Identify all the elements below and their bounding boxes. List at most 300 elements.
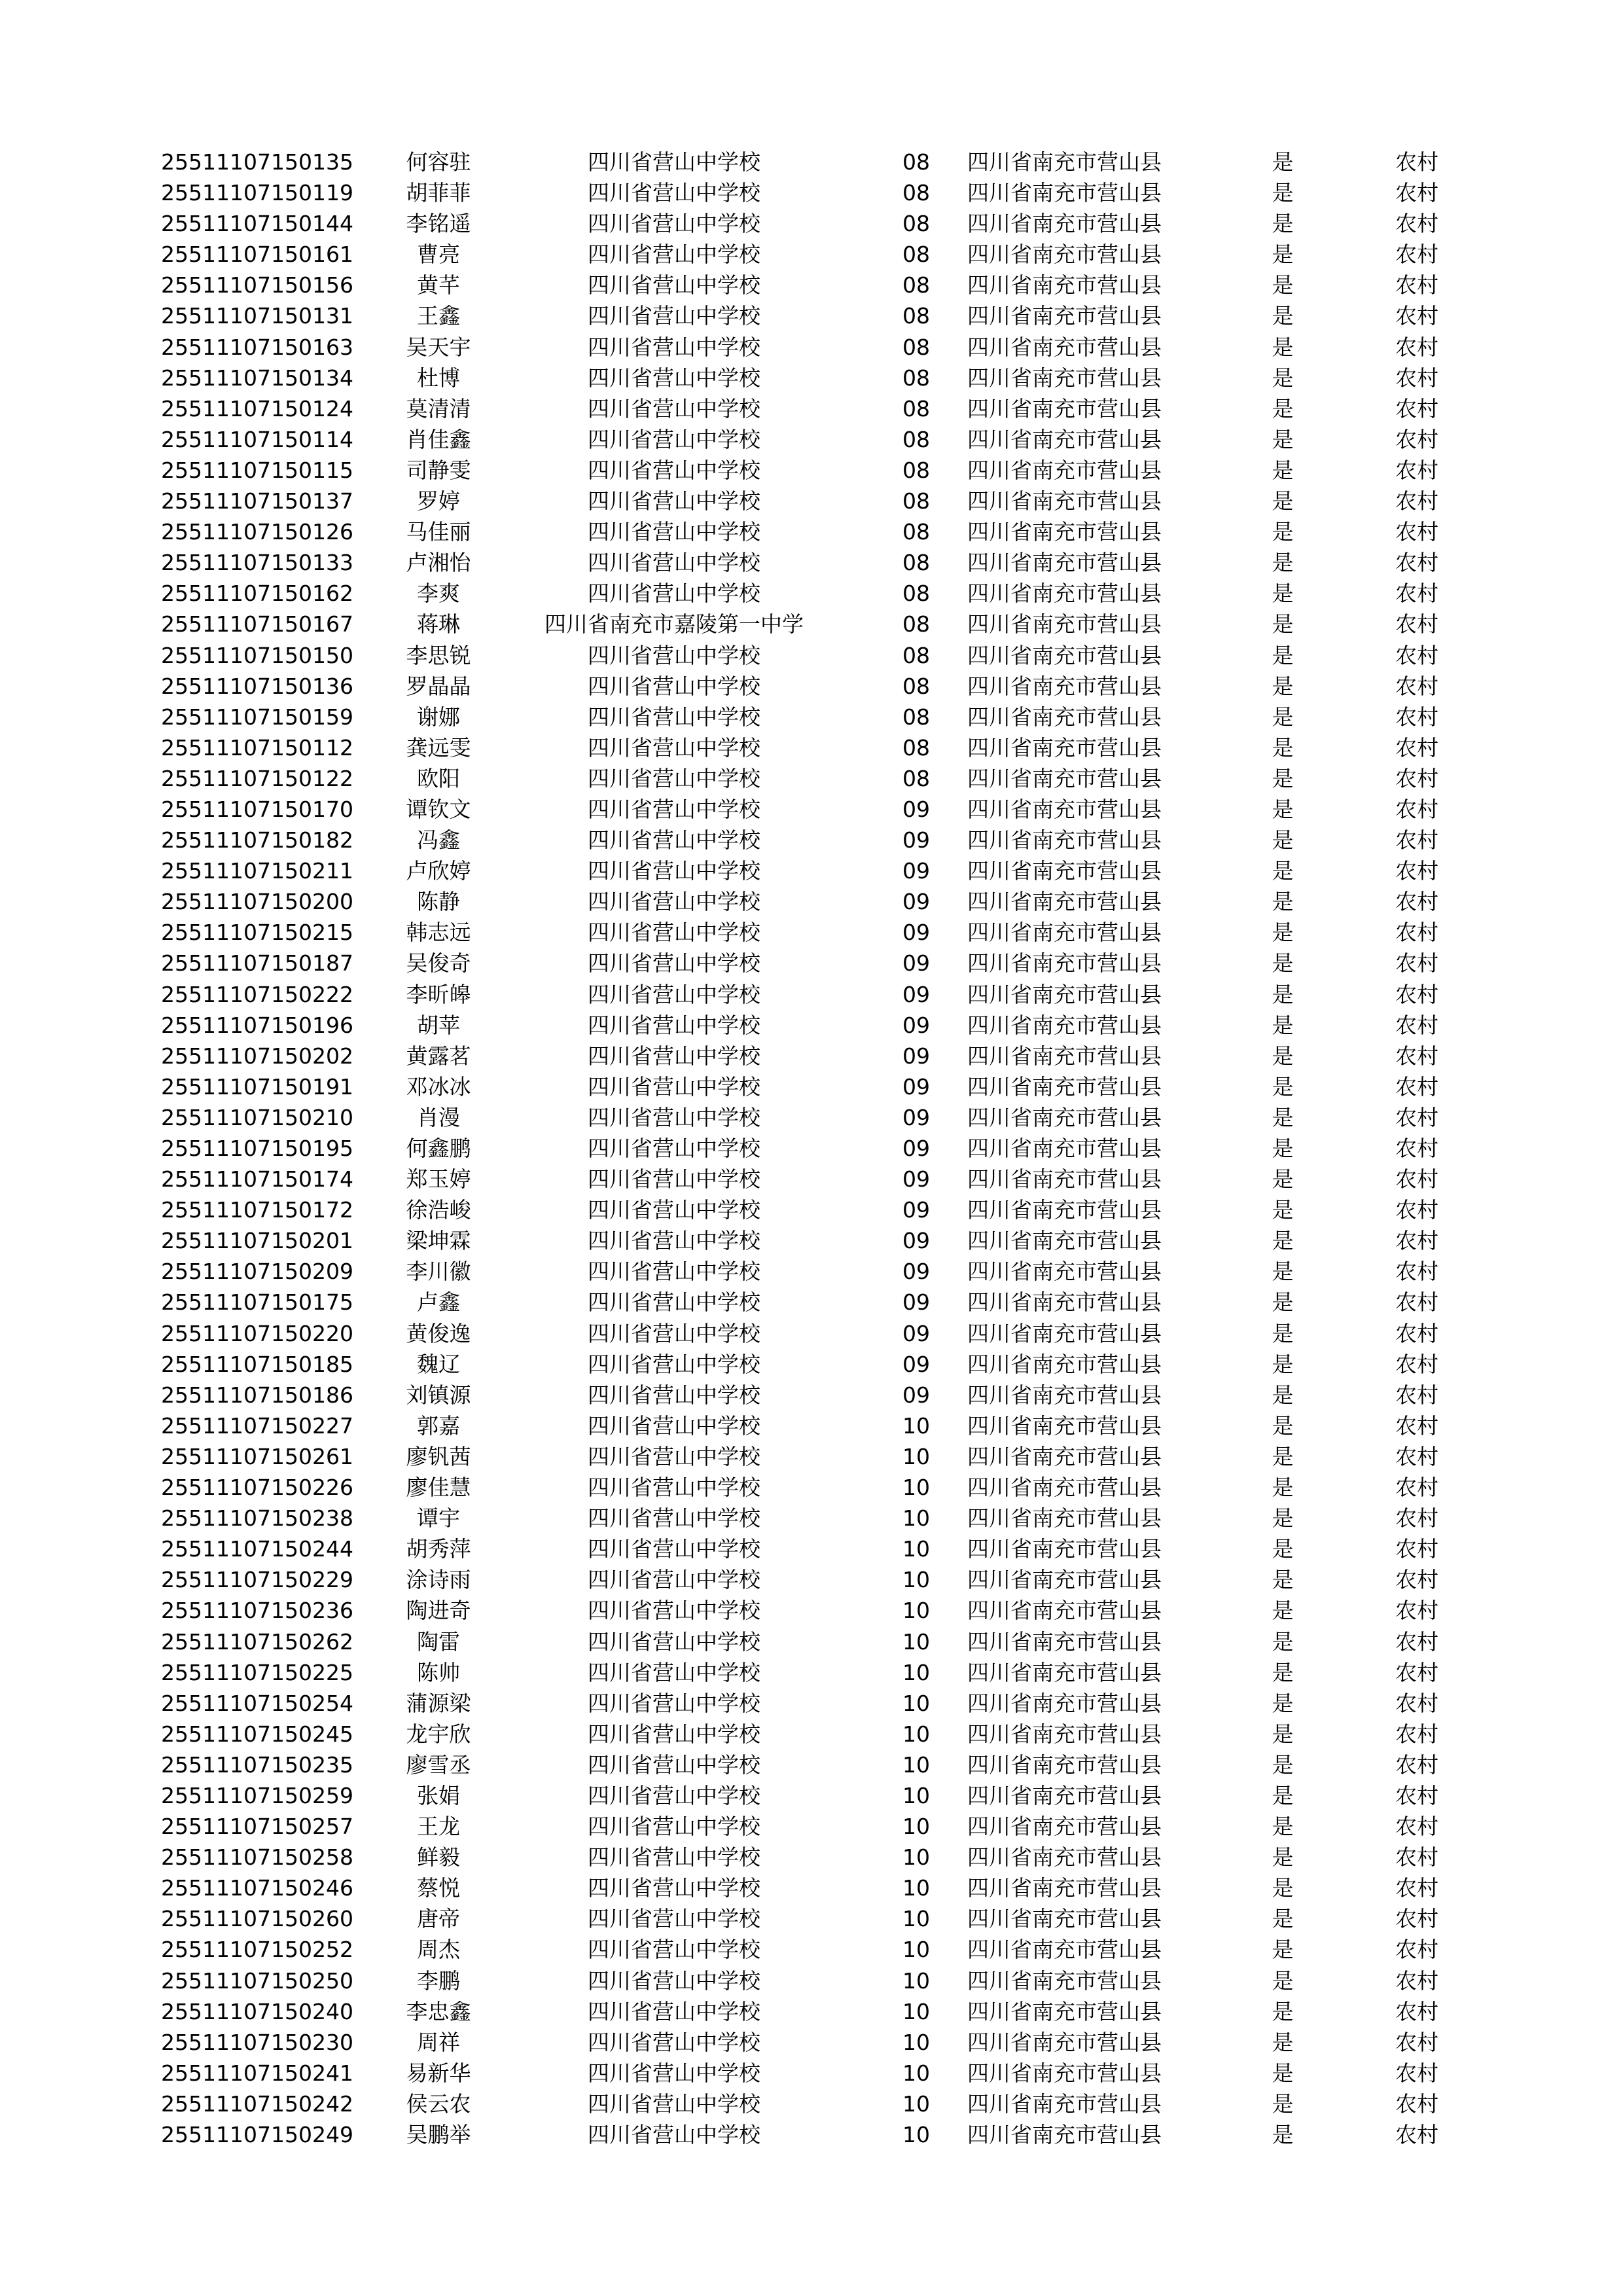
student-name: 肖漫 [417,1104,460,1130]
class-number: 08 [902,365,930,391]
student-id: 25511107150150 [161,642,353,668]
eligibility-flag: 是 [1272,704,1294,730]
residence-type: 农村 [1395,642,1438,668]
home-address: 四川省南充市营山县 [967,704,1162,730]
eligibility-flag: 是 [1272,149,1294,175]
eligibility-flag: 是 [1272,642,1294,668]
eligibility-flag: 是 [1272,2060,1294,2086]
eligibility-flag: 是 [1272,1536,1294,1562]
school-name: 四川省营山中学校 [588,1937,760,1963]
school-name: 四川省南充市嘉陵第一中学 [544,611,804,637]
residence-type: 农村 [1395,1073,1438,1100]
class-number: 10 [902,1412,930,1439]
student-name: 郑玉婷 [406,1166,471,1193]
student-name: 黄露茗 [406,1043,471,1069]
table-row [0,332,1623,363]
school-name: 四川省营山中学校 [588,1875,760,1901]
class-number: 10 [902,1628,930,1655]
table-row [0,547,1623,578]
residence-type: 农村 [1395,426,1438,452]
residence-type: 农村 [1395,149,1438,175]
student-name: 邓冰冰 [406,1073,471,1100]
class-number: 08 [902,426,930,452]
class-number: 08 [902,334,930,360]
table-row [0,2089,1623,2119]
home-address: 四川省南充市营山县 [967,1721,1162,1747]
table-row [0,578,1623,609]
eligibility-flag: 是 [1272,673,1294,699]
student-id: 25511107150163 [161,334,353,360]
student-id: 25511107150175 [161,1289,353,1316]
student-name: 易新华 [406,2060,471,2086]
student-id: 25511107150122 [161,765,353,791]
table-row [0,1287,1623,1318]
student-id: 25511107150209 [161,1259,353,1285]
eligibility-flag: 是 [1272,1567,1294,1593]
residence-type: 农村 [1395,365,1438,391]
eligibility-flag: 是 [1272,889,1294,915]
table-row [0,609,1623,639]
student-name: 吴俊奇 [406,950,471,977]
residence-type: 农村 [1395,1906,1438,1932]
home-address: 四川省南充市营山县 [967,1289,1162,1316]
home-address: 四川省南充市营山县 [967,1320,1162,1346]
student-id: 25511107150210 [161,1104,353,1130]
student-id: 25511107150195 [161,1136,353,1161]
residence-type: 农村 [1395,1782,1438,1808]
school-name: 四川省营山中学校 [588,334,760,360]
residence-type: 农村 [1395,303,1438,329]
table-row [0,363,1623,393]
school-name: 四川省营山中学校 [588,734,760,761]
table-row [0,177,1623,208]
table-row [0,2119,1623,2150]
home-address: 四川省南充市营山县 [967,1875,1162,1901]
eligibility-flag: 是 [1272,1598,1294,1624]
student-id: 25511107150227 [161,1412,353,1439]
class-number: 10 [902,1782,930,1808]
student-id: 25511107150244 [161,1536,353,1562]
eligibility-flag: 是 [1272,1351,1294,1377]
home-address: 四川省南充市营山县 [967,550,1162,576]
class-number: 10 [902,1721,930,1747]
table-row [0,1780,1623,1811]
table-row [0,917,1623,948]
school-name: 四川省营山中学校 [588,180,760,206]
table-row [0,1688,1623,1719]
eligibility-flag: 是 [1272,365,1294,391]
eligibility-flag: 是 [1272,334,1294,360]
table-row [0,1133,1623,1164]
eligibility-flag: 是 [1272,1289,1294,1316]
eligibility-flag: 是 [1272,1166,1294,1193]
eligibility-flag: 是 [1272,2090,1294,2117]
student-id: 25511107150137 [161,488,353,514]
student-id: 25511107150222 [161,981,353,1007]
student-name: 吴鹏举 [406,2122,471,2147]
table-row [0,1965,1623,1996]
class-number: 10 [902,1937,930,1963]
school-name: 四川省营山中学校 [588,1443,760,1469]
table-row [0,1719,1623,1749]
residence-type: 农村 [1395,920,1438,946]
class-number: 09 [902,1166,930,1193]
student-name: 梁坤霖 [406,1228,471,1254]
eligibility-flag: 是 [1272,981,1294,1007]
student-name: 龙宇欣 [406,1721,471,1747]
residence-type: 农村 [1395,272,1438,298]
table-row [0,640,1623,671]
eligibility-flag: 是 [1272,1259,1294,1285]
student-name: 鲜毅 [417,1844,460,1871]
student-name: 李铭遥 [406,211,471,237]
eligibility-flag: 是 [1272,1012,1294,1038]
home-address: 四川省南充市营山县 [967,1906,1162,1932]
class-number: 10 [902,2122,930,2147]
school-name: 四川省营山中学校 [588,1043,760,1069]
home-address: 四川省南充市营山县 [967,1967,1162,1994]
eligibility-flag: 是 [1272,1228,1294,1254]
eligibility-flag: 是 [1272,611,1294,637]
eligibility-flag: 是 [1272,1814,1294,1840]
student-id: 25511107150257 [161,1814,353,1840]
class-number: 08 [902,673,930,699]
student-id: 25511107150161 [161,242,353,268]
residence-type: 农村 [1395,1505,1438,1532]
class-number: 08 [902,581,930,607]
student-name: 蔡悦 [417,1875,460,1901]
eligibility-flag: 是 [1272,1197,1294,1223]
residence-type: 农村 [1395,1289,1438,1316]
eligibility-flag: 是 [1272,1721,1294,1747]
home-address: 四川省南充市营山县 [967,581,1162,607]
student-name: 莫清清 [406,395,471,422]
table-row [0,1503,1623,1534]
class-number: 10 [902,1567,930,1593]
class-number: 08 [902,642,930,668]
student-id: 25511107150156 [161,272,353,298]
table-row [0,393,1623,424]
class-number: 10 [902,1475,930,1501]
school-name: 四川省营山中学校 [588,1967,760,1994]
class-number: 10 [902,1998,930,2024]
student-id: 25511107150202 [161,1043,353,1069]
student-name: 侯云农 [406,2090,471,2117]
class-number: 09 [902,796,930,822]
table-row [0,1071,1623,1102]
school-name: 四川省营山中学校 [588,1505,760,1532]
student-name: 卢湘怡 [406,550,471,576]
class-number: 10 [902,1751,930,1778]
eligibility-flag: 是 [1272,796,1294,822]
table-row [0,1349,1623,1380]
residence-type: 农村 [1395,2060,1438,2086]
class-number: 09 [902,1043,930,1069]
eligibility-flag: 是 [1272,734,1294,761]
eligibility-flag: 是 [1272,426,1294,452]
school-name: 四川省营山中学校 [588,457,760,483]
school-name: 四川省营山中学校 [588,1628,760,1655]
eligibility-flag: 是 [1272,920,1294,946]
eligibility-flag: 是 [1272,488,1294,514]
residence-type: 农村 [1395,765,1438,791]
student-name: 罗婷 [417,488,460,514]
eligibility-flag: 是 [1272,1475,1294,1501]
student-name: 谭宇 [417,1505,460,1532]
class-number: 10 [902,1659,930,1685]
eligibility-flag: 是 [1272,827,1294,853]
table-row [0,1410,1623,1441]
class-number: 08 [902,704,930,730]
student-name: 李川徽 [406,1259,471,1285]
class-number: 10 [902,2029,930,2055]
home-address: 四川省南充市营山县 [967,765,1162,791]
residence-type: 农村 [1395,1043,1438,1069]
table-row [0,1996,1623,2027]
student-id: 25511107150131 [161,303,353,329]
eligibility-flag: 是 [1272,1043,1294,1069]
student-name: 司静雯 [406,457,471,483]
home-address: 四川省南充市营山县 [967,1475,1162,1501]
student-name: 卢欣婷 [406,858,471,884]
student-name: 蒲源梁 [406,1690,471,1716]
residence-type: 农村 [1395,1197,1438,1223]
eligibility-flag: 是 [1272,1412,1294,1439]
home-address: 四川省南充市营山县 [967,2122,1162,2147]
table-row [0,516,1623,547]
home-address: 四川省南充市营山县 [967,734,1162,761]
student-id: 25511107150249 [161,2122,353,2147]
student-id: 25511107150136 [161,673,353,699]
table-row [0,732,1623,763]
residence-type: 农村 [1395,981,1438,1007]
student-name: 郭嘉 [417,1412,460,1439]
home-address: 四川省南充市营山县 [967,1998,1162,2024]
student-id: 25511107150187 [161,950,353,977]
home-address: 四川省南充市营山县 [967,1073,1162,1100]
eligibility-flag: 是 [1272,2122,1294,2147]
school-name: 四川省营山中学校 [588,1259,760,1285]
table-row [0,1102,1623,1133]
student-name: 张娟 [417,1782,460,1808]
residence-type: 农村 [1395,1443,1438,1469]
residence-type: 农村 [1395,1536,1438,1562]
table-row [0,979,1623,1010]
school-name: 四川省营山中学校 [588,1166,760,1193]
eligibility-flag: 是 [1272,1382,1294,1408]
school-name: 四川省营山中学校 [588,1104,760,1130]
student-id: 25511107150162 [161,581,353,607]
residence-type: 农村 [1395,550,1438,576]
residence-type: 农村 [1395,950,1438,977]
student-name: 肖佳鑫 [406,426,471,452]
residence-type: 农村 [1395,1967,1438,1994]
home-address: 四川省南充市营山县 [967,1259,1162,1285]
table-row [0,1380,1623,1410]
student-name: 谭钦文 [406,796,471,822]
student-name: 周祥 [417,2029,460,2055]
home-address: 四川省南充市营山县 [967,457,1162,483]
class-number: 10 [902,1505,930,1532]
student-name: 陶进奇 [406,1598,471,1624]
class-number: 09 [902,827,930,853]
class-number: 09 [902,1073,930,1100]
school-name: 四川省营山中学校 [588,519,760,545]
eligibility-flag: 是 [1272,1659,1294,1685]
eligibility-flag: 是 [1272,1443,1294,1469]
residence-type: 农村 [1395,734,1438,761]
student-name: 胡苹 [417,1012,460,1038]
table-row [0,455,1623,486]
table-row [0,270,1623,300]
student-name: 李昕皞 [406,981,471,1007]
home-address: 四川省南充市营山县 [967,149,1162,175]
school-name: 四川省营山中学校 [588,673,760,699]
student-id: 25511107150196 [161,1012,353,1038]
home-address: 四川省南充市营山县 [967,1937,1162,1963]
school-name: 四川省营山中学校 [588,242,760,268]
student-id: 25511107150226 [161,1475,353,1501]
student-name: 徐浩峻 [406,1197,471,1223]
residence-type: 农村 [1395,1228,1438,1254]
class-number: 09 [902,920,930,946]
student-name: 胡秀萍 [406,1536,471,1562]
student-id: 25511107150211 [161,858,353,884]
student-name: 罗晶晶 [406,673,471,699]
table-row [0,1472,1623,1503]
residence-type: 农村 [1395,1136,1438,1161]
home-address: 四川省南充市营山县 [967,1382,1162,1408]
class-number: 08 [902,303,930,329]
home-address: 四川省南充市营山县 [967,1412,1162,1439]
eligibility-flag: 是 [1272,858,1294,884]
table-row [0,2058,1623,2089]
student-id: 25511107150238 [161,1505,353,1532]
table-row [0,1318,1623,1349]
class-number: 09 [902,1289,930,1316]
home-address: 四川省南充市营山县 [967,303,1162,329]
student-id: 25511107150186 [161,1382,353,1408]
school-name: 四川省营山中学校 [588,1598,760,1624]
class-number: 09 [902,1197,930,1223]
residence-type: 农村 [1395,1382,1438,1408]
home-address: 四川省南充市营山县 [967,611,1162,637]
student-id: 25511107150191 [161,1073,353,1100]
eligibility-flag: 是 [1272,1690,1294,1716]
eligibility-flag: 是 [1272,211,1294,237]
student-name: 卢鑫 [417,1289,460,1316]
student-id: 25511107150215 [161,920,353,946]
table-row [0,886,1623,917]
student-name: 陈静 [417,889,460,915]
class-number: 08 [902,149,930,175]
table-row [0,239,1623,270]
student-name: 曹亮 [417,242,460,268]
table-row [0,1749,1623,1780]
residence-type: 农村 [1395,180,1438,206]
home-address: 四川省南充市营山县 [967,1782,1162,1808]
home-address: 四川省南充市营山县 [967,1751,1162,1778]
residence-type: 农村 [1395,211,1438,237]
residence-type: 农村 [1395,1320,1438,1346]
student-name: 欧阳 [417,765,460,791]
class-number: 08 [902,519,930,545]
home-address: 四川省南充市营山县 [967,1136,1162,1161]
table-row [0,1842,1623,1873]
eligibility-flag: 是 [1272,1998,1294,2024]
class-number: 09 [902,858,930,884]
school-name: 四川省营山中学校 [588,1998,760,2024]
eligibility-flag: 是 [1272,2029,1294,2055]
class-number: 09 [902,1351,930,1377]
school-name: 四川省营山中学校 [588,1320,760,1346]
school-name: 四川省营山中学校 [588,889,760,915]
student-id: 25511107150246 [161,1875,353,1901]
school-name: 四川省营山中学校 [588,1844,760,1871]
student-id: 25511107150250 [161,1967,353,1994]
home-address: 四川省南充市营山县 [967,334,1162,360]
home-address: 四川省南充市营山县 [967,673,1162,699]
class-number: 10 [902,1690,930,1716]
class-number: 10 [902,1598,930,1624]
class-number: 08 [902,457,930,483]
school-name: 四川省营山中学校 [588,1536,760,1562]
table-row [0,1626,1623,1657]
class-number: 08 [902,488,930,514]
school-name: 四川省营山中学校 [588,1690,760,1716]
student-name: 廖钒茜 [406,1443,471,1469]
eligibility-flag: 是 [1272,1136,1294,1161]
eligibility-flag: 是 [1272,272,1294,298]
school-name: 四川省营山中学校 [588,2090,760,2117]
student-id: 25511107150200 [161,889,353,915]
residence-type: 农村 [1395,1721,1438,1747]
eligibility-flag: 是 [1272,519,1294,545]
student-id: 25511107150230 [161,2029,353,2055]
student-name: 王鑫 [417,303,460,329]
eligibility-flag: 是 [1272,1967,1294,1994]
residence-type: 农村 [1395,1690,1438,1716]
home-address: 四川省南充市营山县 [967,1166,1162,1193]
student-id: 25511107150236 [161,1598,353,1624]
residence-type: 农村 [1395,1998,1438,2024]
table-row [0,763,1623,794]
class-number: 08 [902,180,930,206]
eligibility-flag: 是 [1272,1751,1294,1778]
table-row [0,948,1623,978]
home-address: 四川省南充市营山县 [967,395,1162,422]
class-number: 09 [902,1104,930,1130]
table-row [0,1811,1623,1842]
residence-type: 农村 [1395,1751,1438,1778]
home-address: 四川省南充市营山县 [967,1443,1162,1469]
class-number: 10 [902,1844,930,1871]
school-name: 四川省营山中学校 [588,1197,760,1223]
residence-type: 农村 [1395,1351,1438,1377]
class-number: 08 [902,211,930,237]
student-id: 25511107150245 [161,1721,353,1747]
class-number: 10 [902,2060,930,2086]
student-id: 25511107150159 [161,704,353,730]
school-name: 四川省营山中学校 [588,211,760,237]
class-number: 09 [902,889,930,915]
home-address: 四川省南充市营山县 [967,426,1162,452]
residence-type: 农村 [1395,1412,1438,1439]
residence-type: 农村 [1395,395,1438,422]
student-id: 25511107150144 [161,211,353,237]
residence-type: 农村 [1395,1475,1438,1501]
residence-type: 农村 [1395,334,1438,360]
